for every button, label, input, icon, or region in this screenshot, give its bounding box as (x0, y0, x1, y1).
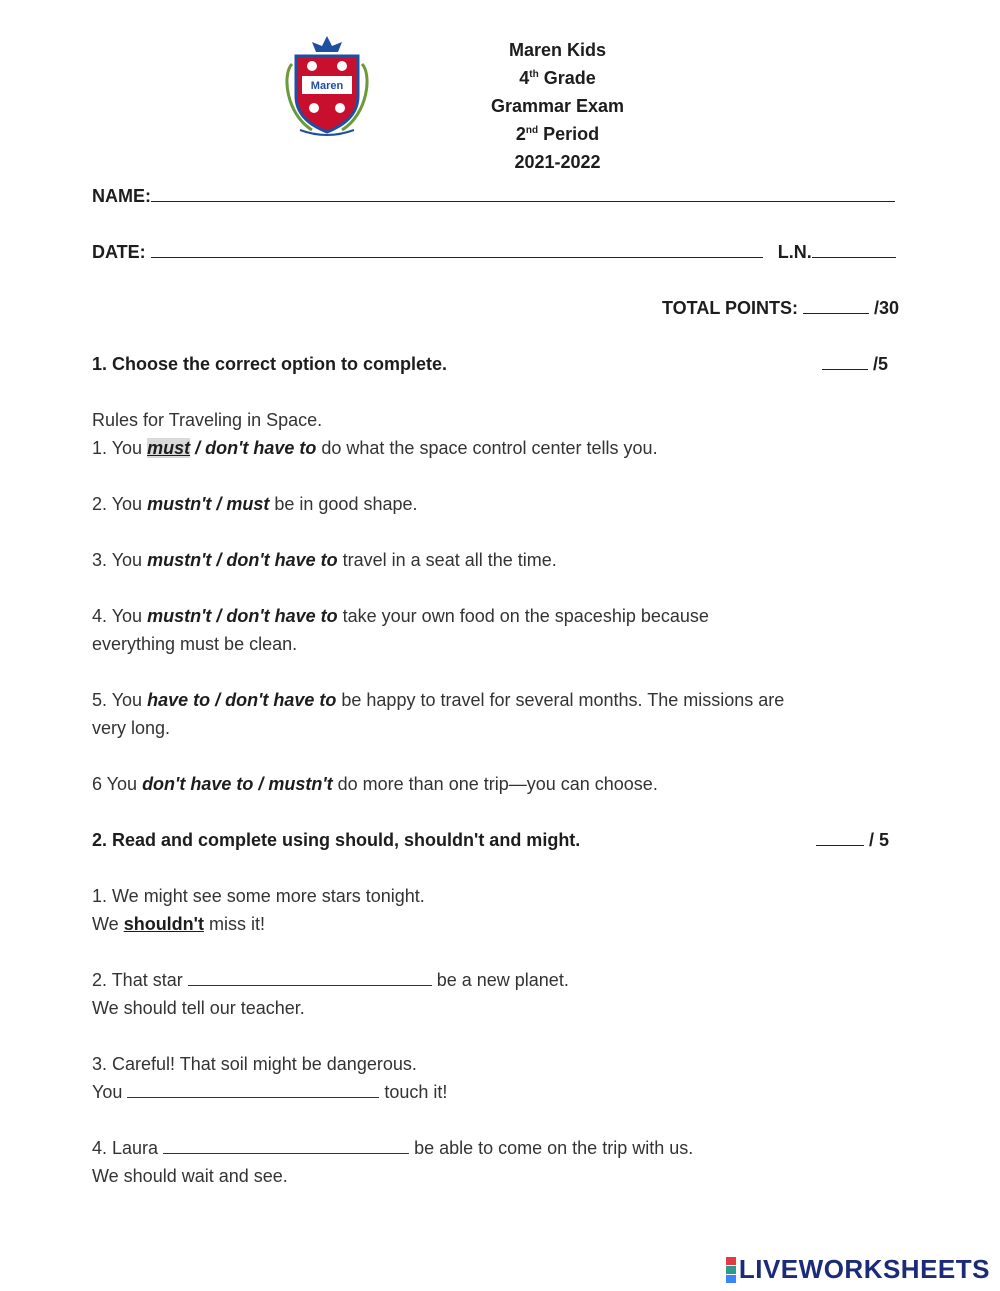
q2-title: 2. Read and complete using should, shouldn't and might. (92, 830, 581, 850)
q1-item-3-options[interactable]: mustn't / don't have to (147, 550, 338, 570)
grade-line: 4th Grade (519, 68, 596, 88)
q2-item-2-blank[interactable] (188, 969, 432, 986)
brand-text: LIVEWORKSHEETS (738, 1254, 990, 1284)
q2-score-line[interactable] (816, 845, 864, 846)
q1-item-2-options[interactable]: mustn't / must (147, 494, 270, 514)
q2-item-1-answer: shouldn't (123, 914, 204, 934)
logo-text: Maren (310, 80, 344, 92)
q1-item-6: 6 You don't have to / mustn't do more than one trip—you can choose. (92, 774, 658, 794)
q1-score: /5 (822, 354, 888, 375)
school-year: 2021-2022 (514, 152, 601, 172)
period-line: 2nd Period (515, 124, 600, 144)
q1-item-2: 2. You mustn't / must be in good shape. (92, 494, 418, 514)
q2-score: / 5 (816, 830, 889, 851)
exam-title: Grammar Exam (490, 96, 625, 116)
q2-item-3-blank[interactable] (127, 1081, 379, 1098)
q2-item-4-blank[interactable] (163, 1137, 409, 1154)
date-input-line[interactable] (151, 257, 763, 258)
liveworksheets-logo (726, 1254, 990, 1285)
total-input-line[interactable] (803, 313, 869, 314)
brand-blocks-icon (726, 1257, 736, 1283)
q1-item-3: 3. You mustn't / don't have to travel in a seat all the time. (92, 550, 557, 570)
ln-label: L.N. (777, 242, 812, 262)
q1-item-5-options[interactable]: have to / don't have to (147, 690, 337, 710)
q2-item-2: 2. That star be a new planet. We should tell our teacher. (92, 970, 569, 1018)
date-label: DATE: (92, 242, 146, 262)
q1-item-4: 4. You mustn't / don't have to take your own food on the spaceship because everything must be clean. (92, 606, 709, 654)
school-logo (282, 34, 372, 138)
q1-title: 1. Choose the correct option to complete. (92, 354, 448, 374)
q1-score-line[interactable] (822, 369, 868, 370)
name-input-line[interactable] (151, 201, 895, 202)
q1-item-5: 5. You have to / don't have to be happy to travel for several months. The missions are very long. (92, 690, 785, 738)
school-name: Maren Kids (508, 40, 607, 60)
q1-item-1-answer: must (147, 438, 191, 458)
q2-item-1: 1. We might see some more stars tonight. We shouldn't miss it! (92, 886, 425, 934)
total-label: TOTAL POINTS: (662, 298, 799, 318)
ln-input-line[interactable] (812, 257, 896, 258)
name-label: NAME: (92, 186, 151, 206)
date-field (92, 242, 896, 263)
name-field (92, 186, 895, 207)
q1-item-4-options[interactable]: mustn't / don't have to (147, 606, 338, 626)
q2-item-4: 4. Laura be able to come on the trip with us. We should wait and see. (92, 1138, 694, 1186)
q1-item-6-options[interactable]: don't have to / mustn't (142, 774, 333, 794)
q2-item-3: 3. Careful! That soil might be dangerous. You touch it! (92, 1054, 448, 1102)
q1-intro: Rules for Traveling in Space. (92, 410, 323, 430)
exam-header (455, 36, 660, 176)
total-max: /30 (874, 298, 900, 318)
q1-item-1: 1. You must / don't have to do what the space control center tells you. (92, 438, 658, 458)
total-points (662, 298, 899, 319)
